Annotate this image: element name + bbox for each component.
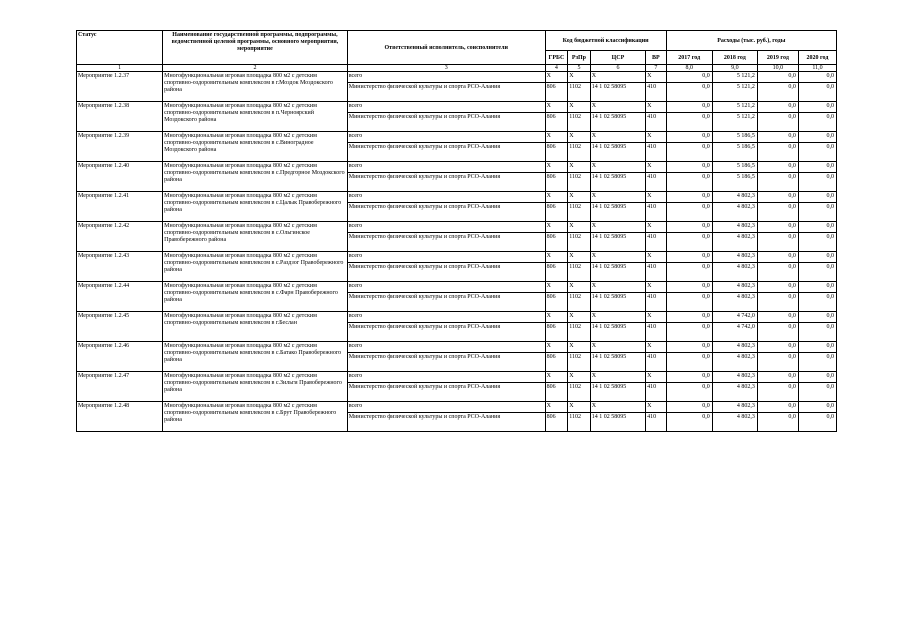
code-csr-cell: 14 1 02 58095 (590, 83, 645, 102)
measure-name: Многофункциональная игровая площадка 800 м2 с детским спортивно-оздоровительным комплексом в с.Батако Правобережного района (163, 342, 348, 372)
executor-cell: всего (347, 132, 545, 143)
amount-2020-cell: 0,0 (798, 323, 836, 342)
code-vr-cell: X (646, 102, 667, 113)
amount-2018-cell: 5 121,2 (712, 102, 757, 113)
code-grbs-cell: 806 (545, 413, 568, 432)
code-rzpr-cell: X (568, 222, 591, 233)
measure-name: Многофункциональная игровая площадка 800 м2 с детским спортивно-оздоровительным комплексом в с.Ольгинское Правобережного района (163, 222, 348, 252)
amount-2017-cell: 0,0 (666, 233, 712, 252)
amount-2017-cell: 0,0 (666, 83, 712, 102)
executor-cell: всего (347, 372, 545, 383)
code-grbs-cell: 806 (545, 383, 568, 402)
header-year-2020: 2020 год (798, 51, 836, 65)
amount-2019-cell: 0,0 (757, 113, 798, 132)
code-vr-cell: X (646, 402, 667, 413)
amount-2017-cell: 0,0 (666, 113, 712, 132)
code-csr-cell: 14 1 02 58095 (590, 143, 645, 162)
code-grbs-cell: X (545, 282, 568, 293)
code-vr-cell: 410 (646, 413, 667, 432)
table-row (77, 192, 837, 203)
amount-2019-cell: 0,0 (757, 312, 798, 323)
amount-2017-cell: 0,0 (666, 413, 712, 432)
amount-2018-cell: 4 802,3 (712, 402, 757, 413)
executor-cell: Министерство физической культуры и спорта РСО-Алания (347, 383, 545, 402)
amount-2019-cell: 0,0 (757, 252, 798, 263)
measure-status: Мероприятие 1.2.37 (77, 72, 163, 102)
amount-2019-cell: 0,0 (757, 162, 798, 173)
amount-2018-cell: 4 802,3 (712, 203, 757, 222)
measure-name: Многофункциональная игровая площадка 800 м2 с детским спортивно-оздоровительным комплексом в г.Беслан (163, 312, 348, 342)
code-csr-cell: X (590, 192, 645, 203)
code-csr-cell: 14 1 02 58095 (590, 233, 645, 252)
amount-2019-cell: 0,0 (757, 263, 798, 282)
measure-status: Мероприятие 1.2.42 (77, 222, 163, 252)
amount-2020-cell: 0,0 (798, 312, 836, 323)
executor-cell: всего (347, 402, 545, 413)
amount-2018-cell: 5 121,2 (712, 113, 757, 132)
code-rzpr-cell: 1102 (568, 323, 591, 342)
amount-2017-cell: 0,0 (666, 342, 712, 353)
executor-cell: всего (347, 192, 545, 203)
table-row (77, 162, 837, 173)
measure-name: Многофункциональная игровая площадка 800 м2 с детским спортивно-оздоровительным комплексом в п.Черноярский Моздокского района (163, 102, 348, 132)
amount-2020-cell: 0,0 (798, 132, 836, 143)
table-row (77, 72, 837, 83)
amount-2017-cell: 0,0 (666, 323, 712, 342)
amount-2017-cell: 0,0 (666, 372, 712, 383)
amount-2020-cell: 0,0 (798, 173, 836, 192)
code-rzpr-cell: 1102 (568, 173, 591, 192)
code-vr-cell: 410 (646, 383, 667, 402)
code-rzpr-cell: 1102 (568, 83, 591, 102)
table-row (77, 372, 837, 383)
amount-2018-cell: 4 802,3 (712, 293, 757, 312)
header-year-2019: 2019 год (757, 51, 798, 65)
code-csr-cell: 14 1 02 58095 (590, 413, 645, 432)
code-rzpr-cell: X (568, 192, 591, 203)
executor-cell: всего (347, 252, 545, 263)
executor-cell: Министерство физической культуры и спорта РСО-Алания (347, 263, 545, 282)
code-vr-cell: 410 (646, 113, 667, 132)
amount-2019-cell: 0,0 (757, 323, 798, 342)
code-grbs-cell: 806 (545, 353, 568, 372)
code-grbs-cell: 806 (545, 173, 568, 192)
amount-2017-cell: 0,0 (666, 162, 712, 173)
header-code-vr: ВР (646, 51, 667, 65)
code-vr-cell: 410 (646, 203, 667, 222)
amount-2020-cell: 0,0 (798, 383, 836, 402)
amount-2017-cell: 0,0 (666, 102, 712, 113)
table-row (77, 222, 837, 233)
measure-status: Мероприятие 1.2.40 (77, 162, 163, 192)
column-number: 3 (347, 65, 545, 72)
code-rzpr-cell: X (568, 402, 591, 413)
executor-cell: Министерство физической культуры и спорта РСО-Алания (347, 353, 545, 372)
code-csr-cell: X (590, 342, 645, 353)
amount-2019-cell: 0,0 (757, 83, 798, 102)
code-grbs-cell: 806 (545, 143, 568, 162)
executor-cell: всего (347, 162, 545, 173)
amount-2020-cell: 0,0 (798, 143, 836, 162)
amount-2017-cell: 0,0 (666, 353, 712, 372)
measure-name: Многофункциональная игровая площадка 800 м2 с детским спортивно-оздоровительным комплексом в с.Зильги Правобережного района (163, 372, 348, 402)
amount-2017-cell: 0,0 (666, 402, 712, 413)
code-grbs-cell: X (545, 162, 568, 173)
column-number: 6 (590, 65, 645, 72)
executor-cell: Министерство физической культуры и спорта РСО-Алания (347, 233, 545, 252)
amount-2017-cell: 0,0 (666, 222, 712, 233)
amount-2018-cell: 5 186,5 (712, 173, 757, 192)
code-grbs-cell: X (545, 72, 568, 83)
table-row (77, 252, 837, 263)
amount-2017-cell: 0,0 (666, 173, 712, 192)
code-csr-cell: 14 1 02 58095 (590, 203, 645, 222)
code-csr-cell: X (590, 402, 645, 413)
measure-name: Многофункциональная игровая площадка 800 м2 с детским спортивно-оздоровительным комплексом в с.Раздзог Правобережного района (163, 252, 348, 282)
amount-2020-cell: 0,0 (798, 233, 836, 252)
code-csr-cell: 14 1 02 58095 (590, 383, 645, 402)
amount-2020-cell: 0,0 (798, 413, 836, 432)
code-rzpr-cell: 1102 (568, 263, 591, 282)
code-csr-cell: X (590, 282, 645, 293)
code-csr-cell: X (590, 222, 645, 233)
amount-2020-cell: 0,0 (798, 402, 836, 413)
amount-2019-cell: 0,0 (757, 72, 798, 83)
amount-2018-cell: 4 802,3 (712, 282, 757, 293)
amount-2018-cell: 5 186,5 (712, 143, 757, 162)
amount-2018-cell: 5 186,5 (712, 162, 757, 173)
executor-cell: Министерство физической культуры и спорта РСО-Алания (347, 413, 545, 432)
amount-2017-cell: 0,0 (666, 293, 712, 312)
header-code-csr: ЦСР (590, 51, 645, 65)
code-rzpr-cell: 1102 (568, 413, 591, 432)
amount-2017-cell: 0,0 (666, 72, 712, 83)
header-status: Статус (77, 31, 163, 65)
amount-2019-cell: 0,0 (757, 203, 798, 222)
amount-2019-cell: 0,0 (757, 372, 798, 383)
code-grbs-cell: X (545, 102, 568, 113)
table-body (77, 72, 837, 432)
amount-2020-cell: 0,0 (798, 83, 836, 102)
amount-2019-cell: 0,0 (757, 102, 798, 113)
executor-cell: всего (347, 72, 545, 83)
amount-2020-cell: 0,0 (798, 263, 836, 282)
measure-status: Мероприятие 1.2.45 (77, 312, 163, 342)
amount-2020-cell: 0,0 (798, 192, 836, 203)
code-vr-cell: X (646, 192, 667, 203)
code-csr-cell: X (590, 72, 645, 83)
header-name: Наименование государственной программы, подпрограммы, ведомственной целевой программы, основного мероприятия, мероприятие (163, 31, 348, 65)
amount-2017-cell: 0,0 (666, 252, 712, 263)
executor-cell: всего (347, 312, 545, 323)
amount-2018-cell: 4 802,3 (712, 413, 757, 432)
header-code-grbs: ГРБС (545, 51, 568, 65)
executor-cell: Министерство физической культуры и спорта РСО-Алания (347, 83, 545, 102)
code-rzpr-cell: X (568, 372, 591, 383)
executor-cell: всего (347, 102, 545, 113)
table-row (77, 402, 837, 413)
executor-cell: Министерство физической культуры и спорта РСО-Алания (347, 293, 545, 312)
amount-2019-cell: 0,0 (757, 402, 798, 413)
code-grbs-cell: 806 (545, 203, 568, 222)
amount-2018-cell: 4 802,3 (712, 252, 757, 263)
amount-2020-cell: 0,0 (798, 72, 836, 83)
amount-2018-cell: 5 186,5 (712, 132, 757, 143)
code-csr-cell: X (590, 312, 645, 323)
amount-2017-cell: 0,0 (666, 203, 712, 222)
code-vr-cell: 410 (646, 173, 667, 192)
code-csr-cell: X (590, 132, 645, 143)
code-csr-cell: X (590, 252, 645, 263)
code-rzpr-cell: 1102 (568, 383, 591, 402)
table-row (77, 102, 837, 113)
measure-status: Мероприятие 1.2.44 (77, 282, 163, 312)
code-csr-cell: 14 1 02 58095 (590, 323, 645, 342)
executor-cell: Министерство физической культуры и спорта РСО-Алания (347, 203, 545, 222)
table-row (77, 282, 837, 293)
amount-2018-cell: 4 802,3 (712, 222, 757, 233)
column-number: 2 (163, 65, 348, 72)
code-grbs-cell: X (545, 312, 568, 323)
code-grbs-cell: X (545, 342, 568, 353)
executor-cell: всего (347, 282, 545, 293)
code-rzpr-cell: X (568, 162, 591, 173)
amount-2020-cell: 0,0 (798, 342, 836, 353)
amount-2020-cell: 0,0 (798, 113, 836, 132)
amount-2019-cell: 0,0 (757, 192, 798, 203)
code-grbs-cell: X (545, 132, 568, 143)
header-executor: Ответственный исполнитель, соисполнители (347, 31, 545, 65)
amount-2018-cell: 4 802,3 (712, 372, 757, 383)
amount-2019-cell: 0,0 (757, 353, 798, 372)
code-vr-cell: 410 (646, 323, 667, 342)
amount-2019-cell: 0,0 (757, 282, 798, 293)
code-grbs-cell: X (545, 402, 568, 413)
amount-2018-cell: 5 121,2 (712, 72, 757, 83)
code-grbs-cell: 806 (545, 113, 568, 132)
code-vr-cell: X (646, 222, 667, 233)
column-number-row (77, 65, 837, 72)
code-vr-cell: X (646, 312, 667, 323)
code-vr-cell: 410 (646, 233, 667, 252)
measure-name: Многофункциональная игровая площадка 800 м2 с детским спортивно-оздоровительным комплексом в с.Предгорное Моздокского района (163, 162, 348, 192)
measure-name: Многофункциональная игровая площадка 800 м2 с детским спортивно-оздоровительным комплексом в с.Цалык Правобережного района (163, 192, 348, 222)
column-number: 5 (568, 65, 591, 72)
code-vr-cell: X (646, 72, 667, 83)
code-grbs-cell: X (545, 372, 568, 383)
code-rzpr-cell: X (568, 252, 591, 263)
column-number: 1 (77, 65, 163, 72)
measure-name: Многофункциональная игровая площадка 800 м2 с детским спортивно-оздоровительным комплексом в г.Моздок Моздокского района (163, 72, 348, 102)
column-number: 11,0 (798, 65, 836, 72)
code-vr-cell: 410 (646, 263, 667, 282)
amount-2019-cell: 0,0 (757, 132, 798, 143)
executor-cell: Министерство физической культуры и спорта РСО-Алания (347, 143, 545, 162)
code-csr-cell: X (590, 102, 645, 113)
code-vr-cell: X (646, 132, 667, 143)
code-grbs-cell: 806 (545, 263, 568, 282)
measure-status: Мероприятие 1.2.38 (77, 102, 163, 132)
code-rzpr-cell: X (568, 132, 591, 143)
code-csr-cell: 14 1 02 58095 (590, 113, 645, 132)
header-expense-group: Расходы (тыс. руб.), годы (666, 31, 836, 51)
amount-2019-cell: 0,0 (757, 293, 798, 312)
amount-2020-cell: 0,0 (798, 353, 836, 372)
budget-table (76, 30, 837, 432)
header-year-2017: 2017 год (666, 51, 712, 65)
code-csr-cell: X (590, 162, 645, 173)
code-vr-cell: 410 (646, 143, 667, 162)
amount-2019-cell: 0,0 (757, 413, 798, 432)
amount-2017-cell: 0,0 (666, 132, 712, 143)
amount-2020-cell: 0,0 (798, 102, 836, 113)
code-csr-cell: X (590, 372, 645, 383)
code-vr-cell: 410 (646, 293, 667, 312)
code-grbs-cell: 806 (545, 83, 568, 102)
table-row (77, 312, 837, 323)
amount-2018-cell: 4 742,0 (712, 323, 757, 342)
column-number: 9,0 (712, 65, 757, 72)
amount-2020-cell: 0,0 (798, 162, 836, 173)
executor-cell: всего (347, 342, 545, 353)
header-code-rzpr: РзПр (568, 51, 591, 65)
code-csr-cell: 14 1 02 58095 (590, 173, 645, 192)
amount-2018-cell: 4 802,3 (712, 342, 757, 353)
code-vr-cell: X (646, 252, 667, 263)
header-year-2018: 2018 год (712, 51, 757, 65)
amount-2017-cell: 0,0 (666, 143, 712, 162)
amount-2019-cell: 0,0 (757, 222, 798, 233)
code-csr-cell: 14 1 02 58095 (590, 353, 645, 372)
executor-cell: Министерство физической культуры и спорта РСО-Алания (347, 323, 545, 342)
amount-2017-cell: 0,0 (666, 192, 712, 203)
measure-name: Многофункциональная игровая площадка 800 м2 с детским спортивно-оздоровительным комплексом в с.Виноградное Моздокского района (163, 132, 348, 162)
measure-status: Мероприятие 1.2.41 (77, 192, 163, 222)
amount-2020-cell: 0,0 (798, 293, 836, 312)
code-vr-cell: 410 (646, 353, 667, 372)
measure-status: Мероприятие 1.2.47 (77, 372, 163, 402)
code-rzpr-cell: 1102 (568, 203, 591, 222)
code-vr-cell: X (646, 372, 667, 383)
code-rzpr-cell: X (568, 282, 591, 293)
code-rzpr-cell: 1102 (568, 233, 591, 252)
amount-2017-cell: 0,0 (666, 383, 712, 402)
measure-status: Мероприятие 1.2.43 (77, 252, 163, 282)
amount-2020-cell: 0,0 (798, 203, 836, 222)
code-vr-cell: X (646, 162, 667, 173)
code-vr-cell: 410 (646, 83, 667, 102)
column-number: 4 (545, 65, 568, 72)
amount-2018-cell: 4 802,3 (712, 353, 757, 372)
code-grbs-cell: X (545, 222, 568, 233)
amount-2018-cell: 5 121,2 (712, 83, 757, 102)
amount-2017-cell: 0,0 (666, 282, 712, 293)
code-rzpr-cell: X (568, 72, 591, 83)
amount-2020-cell: 0,0 (798, 252, 836, 263)
amount-2018-cell: 4 802,3 (712, 233, 757, 252)
amount-2020-cell: 0,0 (798, 372, 836, 383)
header-code-group: Код бюджетной классификации (545, 31, 666, 51)
amount-2018-cell: 4 742,0 (712, 312, 757, 323)
measure-status: Мероприятие 1.2.39 (77, 132, 163, 162)
executor-cell: Министерство физической культуры и спорта РСО-Алания (347, 173, 545, 192)
amount-2020-cell: 0,0 (798, 282, 836, 293)
measure-name: Многофункциональная игровая площадка 800 м2 с детским спортивно-оздоровительным комплексом в с.Брут Правобережного района (163, 402, 348, 432)
code-rzpr-cell: 1102 (568, 353, 591, 372)
amount-2019-cell: 0,0 (757, 342, 798, 353)
code-rzpr-cell: X (568, 312, 591, 323)
column-number: 10,0 (757, 65, 798, 72)
measure-name: Многофункциональная игровая площадка 800 м2 с детским спортивно-оздоровительным комплексом в с.Фарн Правобережного района (163, 282, 348, 312)
amount-2019-cell: 0,0 (757, 383, 798, 402)
code-csr-cell: 14 1 02 58095 (590, 293, 645, 312)
amount-2017-cell: 0,0 (666, 263, 712, 282)
code-rzpr-cell: X (568, 342, 591, 353)
measure-status: Мероприятие 1.2.48 (77, 402, 163, 432)
table-row (77, 342, 837, 353)
executor-cell: Министерство физической культуры и спорта РСО-Алания (347, 113, 545, 132)
executor-cell: всего (347, 222, 545, 233)
amount-2019-cell: 0,0 (757, 143, 798, 162)
code-grbs-cell: X (545, 252, 568, 263)
code-csr-cell: 14 1 02 58095 (590, 263, 645, 282)
table-row (77, 132, 837, 143)
code-grbs-cell: X (545, 192, 568, 203)
code-grbs-cell: 806 (545, 293, 568, 312)
code-vr-cell: X (646, 282, 667, 293)
code-rzpr-cell: 1102 (568, 143, 591, 162)
amount-2019-cell: 0,0 (757, 173, 798, 192)
amount-2017-cell: 0,0 (666, 312, 712, 323)
amount-2018-cell: 4 802,3 (712, 263, 757, 282)
code-rzpr-cell: 1102 (568, 293, 591, 312)
amount-2019-cell: 0,0 (757, 233, 798, 252)
column-number: 7 (646, 65, 667, 72)
measure-status: Мероприятие 1.2.46 (77, 342, 163, 372)
code-grbs-cell: 806 (545, 233, 568, 252)
code-rzpr-cell: 1102 (568, 113, 591, 132)
amount-2018-cell: 4 802,3 (712, 192, 757, 203)
amount-2018-cell: 4 802,3 (712, 383, 757, 402)
code-grbs-cell: 806 (545, 323, 568, 342)
amount-2020-cell: 0,0 (798, 222, 836, 233)
column-number: 8,0 (666, 65, 712, 72)
code-vr-cell: X (646, 342, 667, 353)
code-rzpr-cell: X (568, 102, 591, 113)
table-header (77, 31, 837, 72)
